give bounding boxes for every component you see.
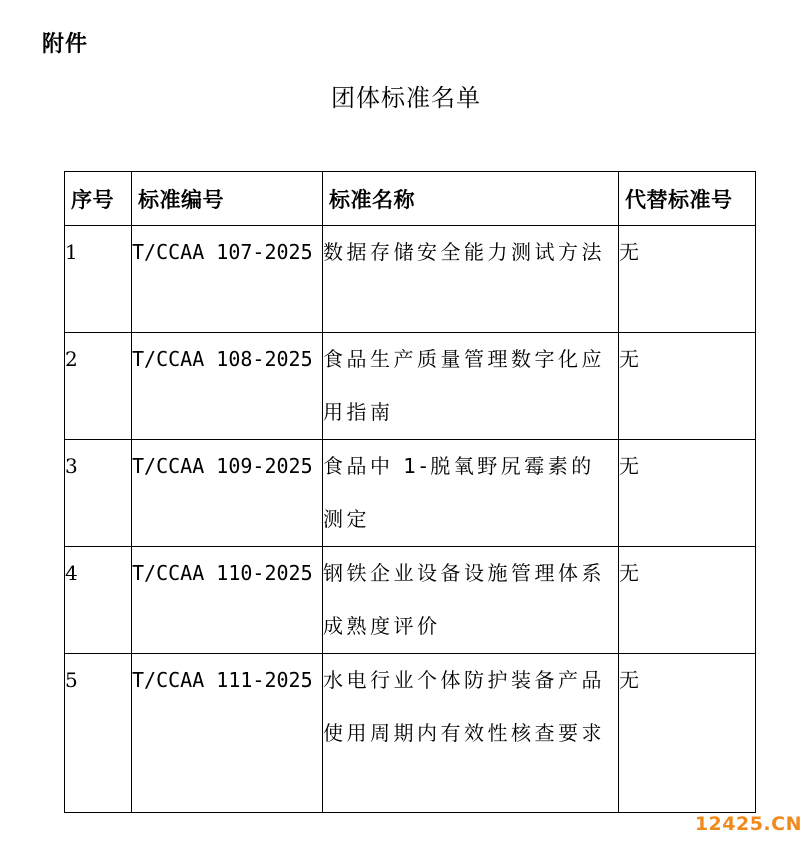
row-name: 钢铁企业设备设施管理体系成熟度评价 — [323, 547, 619, 654]
table-row — [65, 333, 756, 440]
header-code: 标准编号 — [132, 172, 323, 226]
row-seq: 1 — [65, 226, 132, 333]
row-seq: 5 — [65, 654, 132, 813]
row-name: 食品生产质量管理数字化应用指南 — [323, 333, 619, 440]
header-name: 标准名称 — [323, 172, 619, 226]
standards-table — [64, 171, 756, 813]
row-seq: 4 — [65, 547, 132, 654]
header-seq: 序号 — [65, 172, 132, 226]
attachment-label: 附件 — [42, 32, 89, 57]
header-replace: 代替标准号 — [619, 172, 756, 226]
row-code: T/CCAA 110-2025 — [132, 547, 323, 654]
table-row — [65, 547, 756, 654]
row-name: 数据存储安全能力测试方法 — [323, 226, 619, 333]
row-replace: 无 — [619, 333, 756, 440]
row-code: T/CCAA 107-2025 — [132, 226, 323, 333]
row-code: T/CCAA 111-2025 — [132, 654, 323, 813]
row-code: T/CCAA 108-2025 — [132, 333, 323, 440]
table-row — [65, 226, 756, 333]
row-code: T/CCAA 109-2025 — [132, 440, 323, 547]
row-replace: 无 — [619, 440, 756, 547]
row-name: 食品中 1-脱氧野尻霉素的测定 — [323, 440, 619, 547]
row-replace: 无 — [619, 226, 756, 333]
row-seq: 2 — [65, 333, 132, 440]
row-seq: 3 — [65, 440, 132, 547]
table-row — [65, 654, 756, 813]
row-name: 水电行业个体防护装备产品使用周期内有效性核查要求 — [323, 654, 619, 813]
table-header-row — [65, 172, 756, 226]
site-watermark: 12425.CN — [694, 813, 802, 835]
page-title: 团体标准名单 — [331, 84, 481, 112]
table-row — [65, 440, 756, 547]
row-replace: 无 — [619, 547, 756, 654]
row-replace: 无 — [619, 654, 756, 813]
